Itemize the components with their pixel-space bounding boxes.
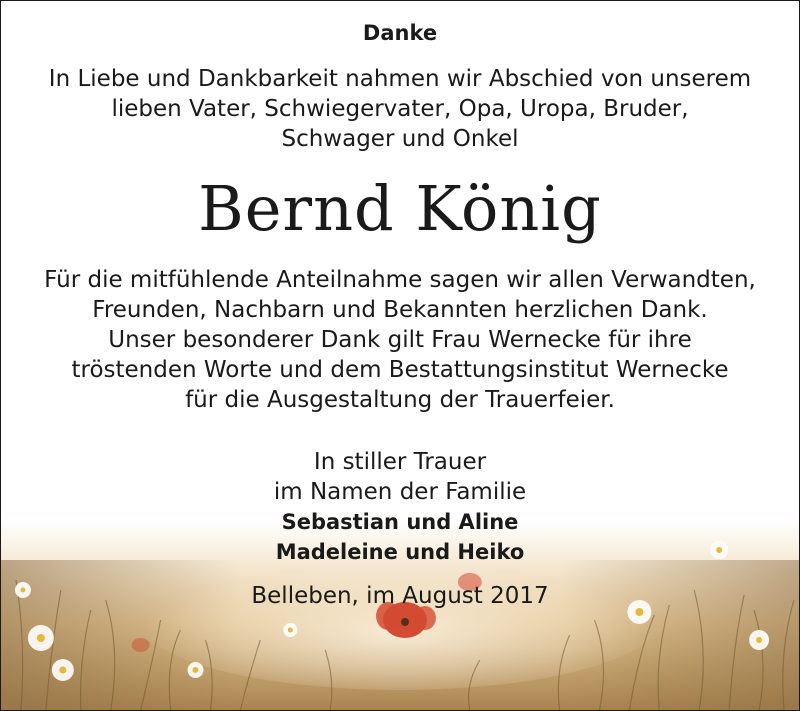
deceased-name: Bernd König bbox=[198, 172, 602, 245]
signature-line: In stiller Trauer bbox=[313, 449, 487, 475]
intro-text bbox=[1, 64, 799, 154]
thanks-line: für die Ausgestaltung der Trauerfeier. bbox=[185, 387, 615, 413]
thanks-line: Für die mitfühlende Anteilnahme sagen wir allen Verwandten, bbox=[44, 267, 756, 293]
heading-danke: Danke bbox=[362, 21, 438, 45]
signature-line: im Namen der Familie bbox=[273, 479, 527, 505]
intro-line: Schwager und Onkel bbox=[281, 126, 519, 152]
family-names: Sebastian und Aline bbox=[281, 510, 519, 534]
thanks-line: Unser besonderer Dank gilt Frau Wernecke für ihre bbox=[108, 327, 692, 353]
intro-line: In Liebe und Dankbarkeit nahmen wir Abschied von unserem bbox=[48, 66, 752, 92]
intro-line: lieben Vater, Schwiegervater, Opa, Uropa, Bruder, bbox=[111, 96, 689, 122]
thanks-line: tröstenden Worte und dem Bestattungsinstitut Wernecke bbox=[71, 357, 729, 383]
place-date: Belleben, im August 2017 bbox=[251, 583, 549, 609]
family-names: Madeleine und Heiko bbox=[275, 540, 525, 564]
thanks-line: Freunden, Nachbarn und Bekannten herzlichen Dank. bbox=[92, 297, 708, 323]
signature-block bbox=[1, 447, 799, 567]
thanks-text bbox=[1, 265, 799, 415]
